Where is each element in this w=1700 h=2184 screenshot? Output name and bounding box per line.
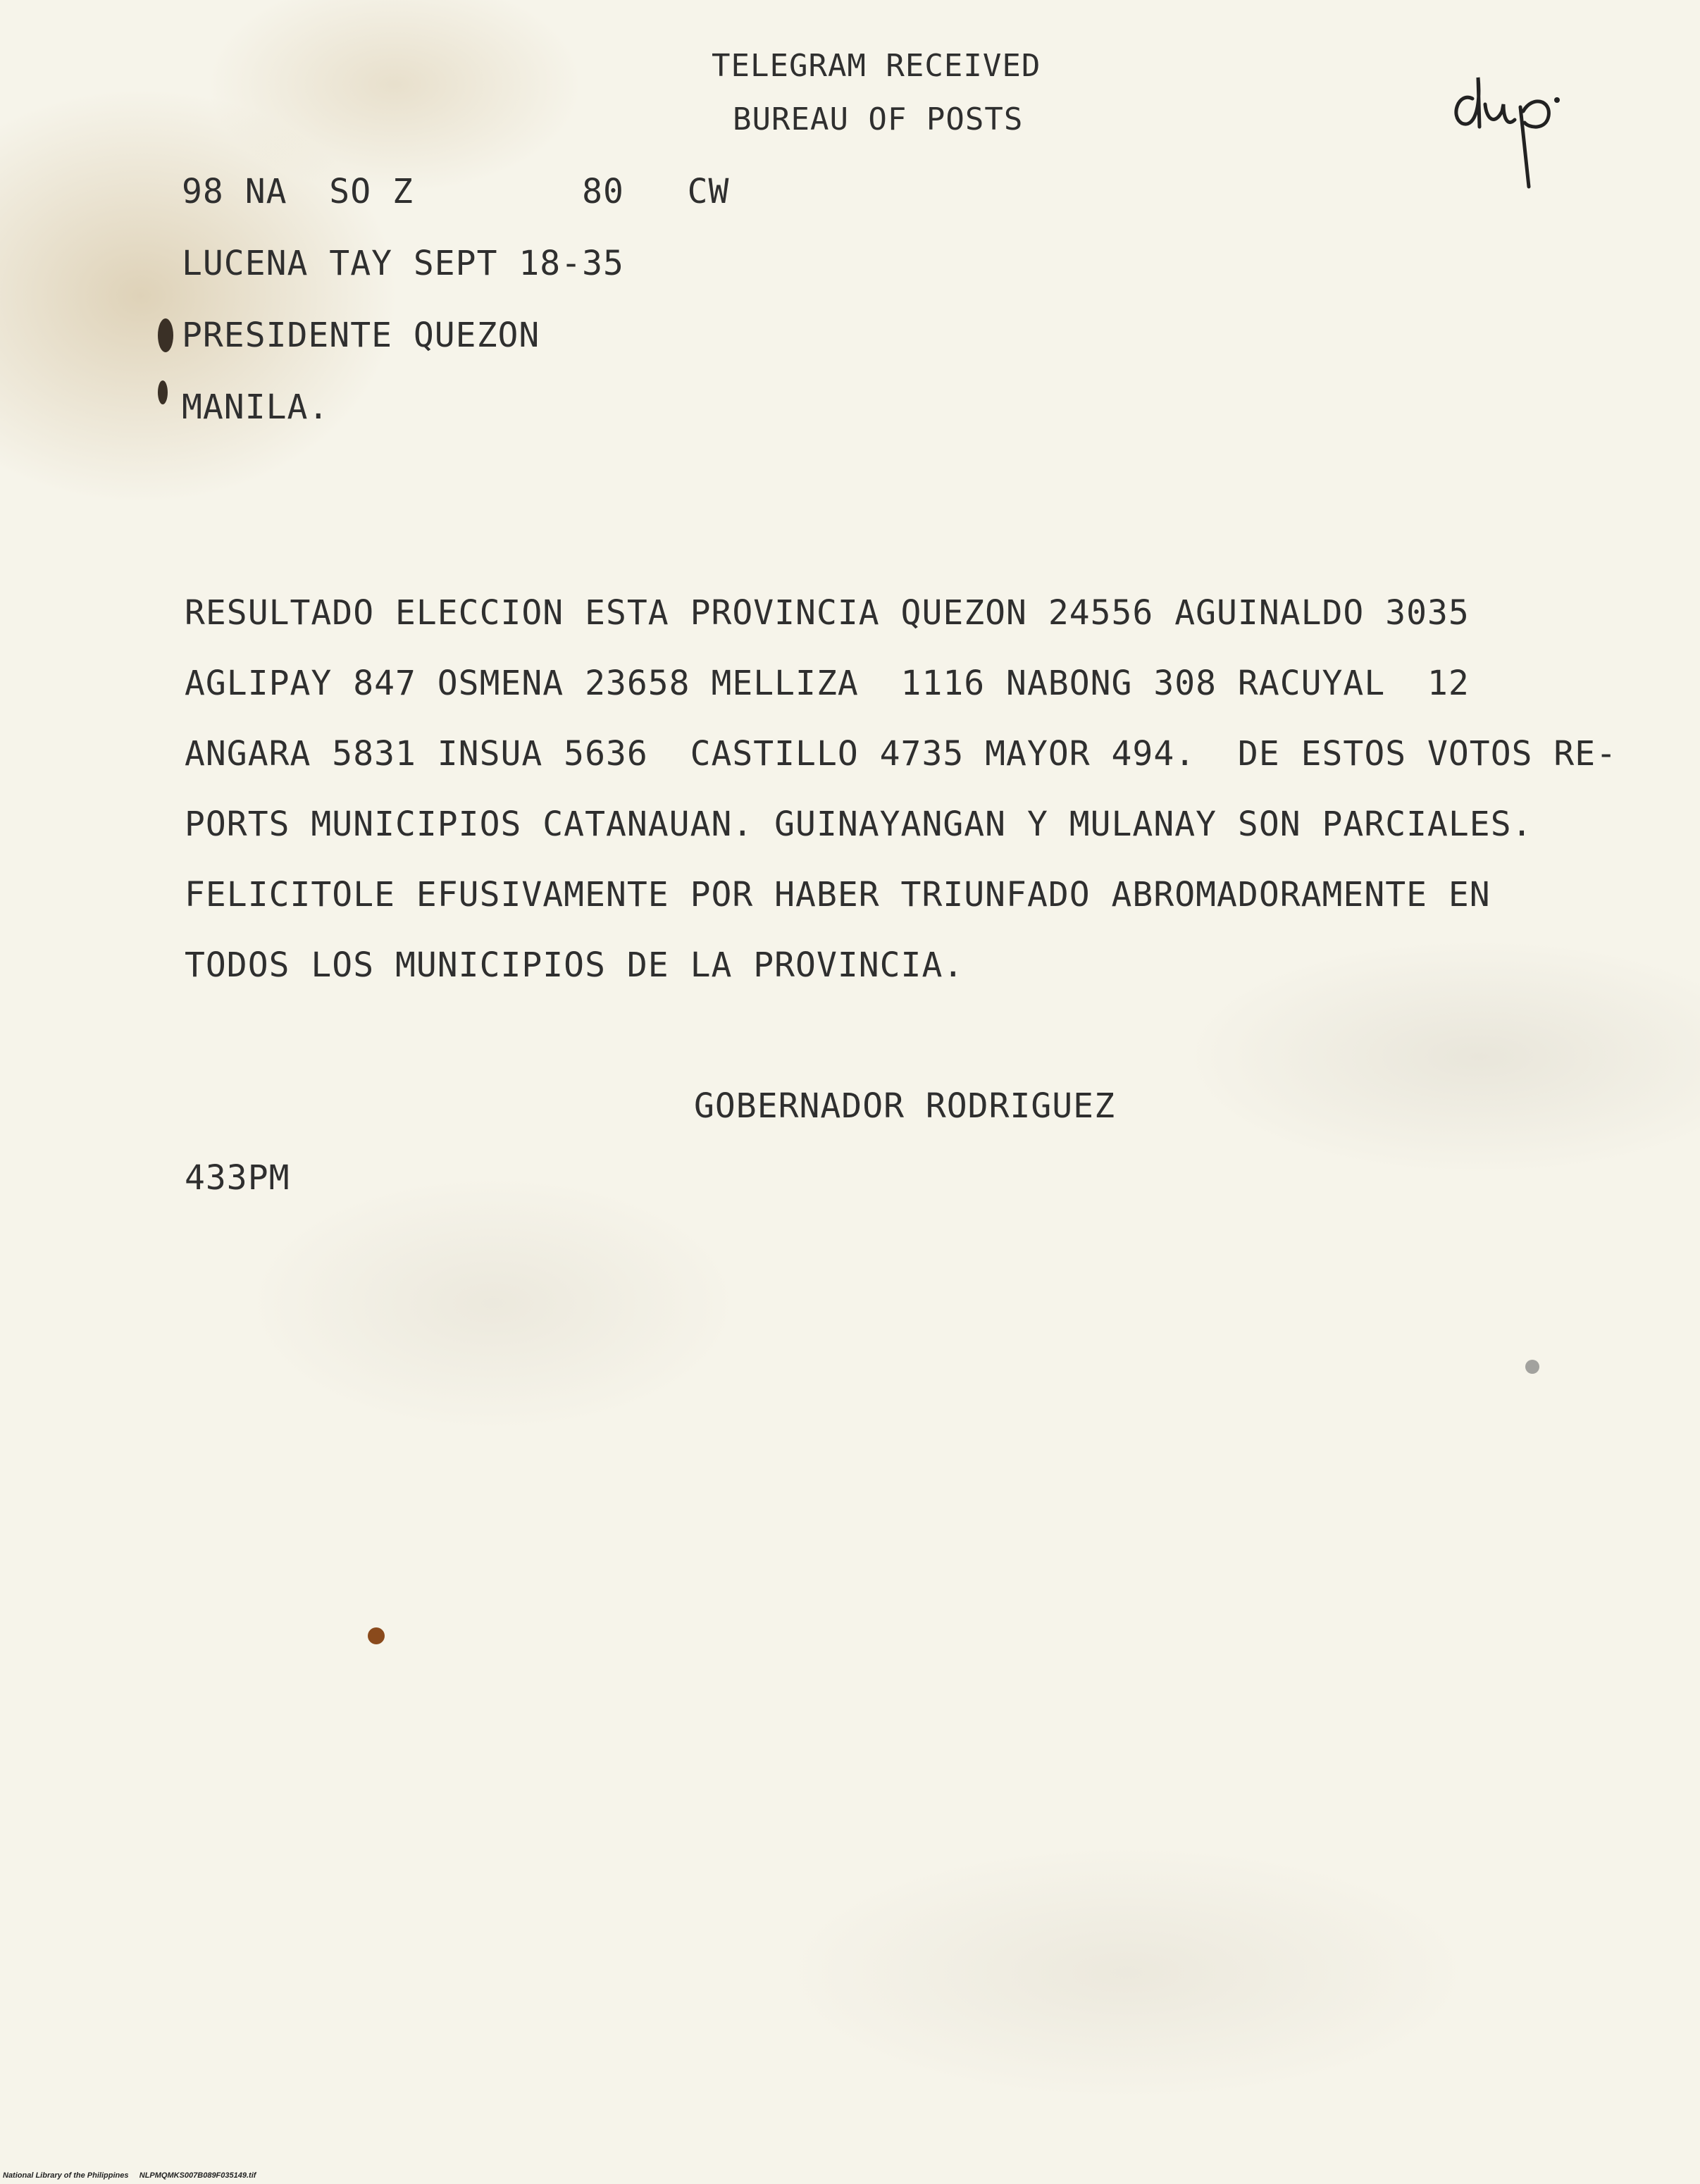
message-line-2: AGLIPAY 847 OSMENA 23658 MELLIZA 1116 NABONG 308 RACUYAL 12: [185, 664, 1470, 703]
message-line-5: FELICITOLE EFUSIVAMENTE POR HABER TRIUNFADO ABROMADORAMENTE EN: [185, 875, 1491, 914]
received-time: 433PM: [185, 1158, 290, 1198]
header-subtitle: BUREAU OF POSTS: [733, 101, 1024, 137]
ink-blot: [158, 318, 173, 352]
message-line-1: RESULTADO ELECCION ESTA PROVINCIA QUEZON 24556 AGUINALDO 3035: [185, 593, 1470, 633]
rust-spot: [368, 1627, 385, 1644]
message-line-4: PORTS MUNICIPIOS CATANAUAN. GUINAYANGAN Y MULANAY SON PARCIALES.: [185, 805, 1533, 844]
ink-blot: [158, 380, 168, 404]
addressee-name: PRESIDENTE QUEZON: [182, 316, 540, 355]
dirt-spot: [1525, 1360, 1539, 1374]
header-title: TELEGRAM RECEIVED: [712, 48, 1041, 84]
message-line-6: TODOS LOS MUNICIPIOS DE LA PROVINCIA.: [185, 945, 964, 985]
message-line-3: ANGARA 5831 INSUA 5636 CASTILLO 4735 MAYOR 494. DE ESTOS VOTOS RE-: [185, 734, 1618, 774]
addressee-city: MANILA.: [182, 387, 330, 427]
signature: GOBERNADOR RODRIGUEZ: [694, 1086, 1115, 1126]
handwritten-dup-note: [1444, 49, 1571, 197]
origin-line: LUCENA TAY SEPT 18-35: [182, 244, 624, 283]
archive-credit: National Library of the Philippines NLPMQMKS007B089F035149.tif: [3, 2171, 256, 2180]
routing-line: 98 NA SO Z 80 CW: [182, 172, 730, 211]
